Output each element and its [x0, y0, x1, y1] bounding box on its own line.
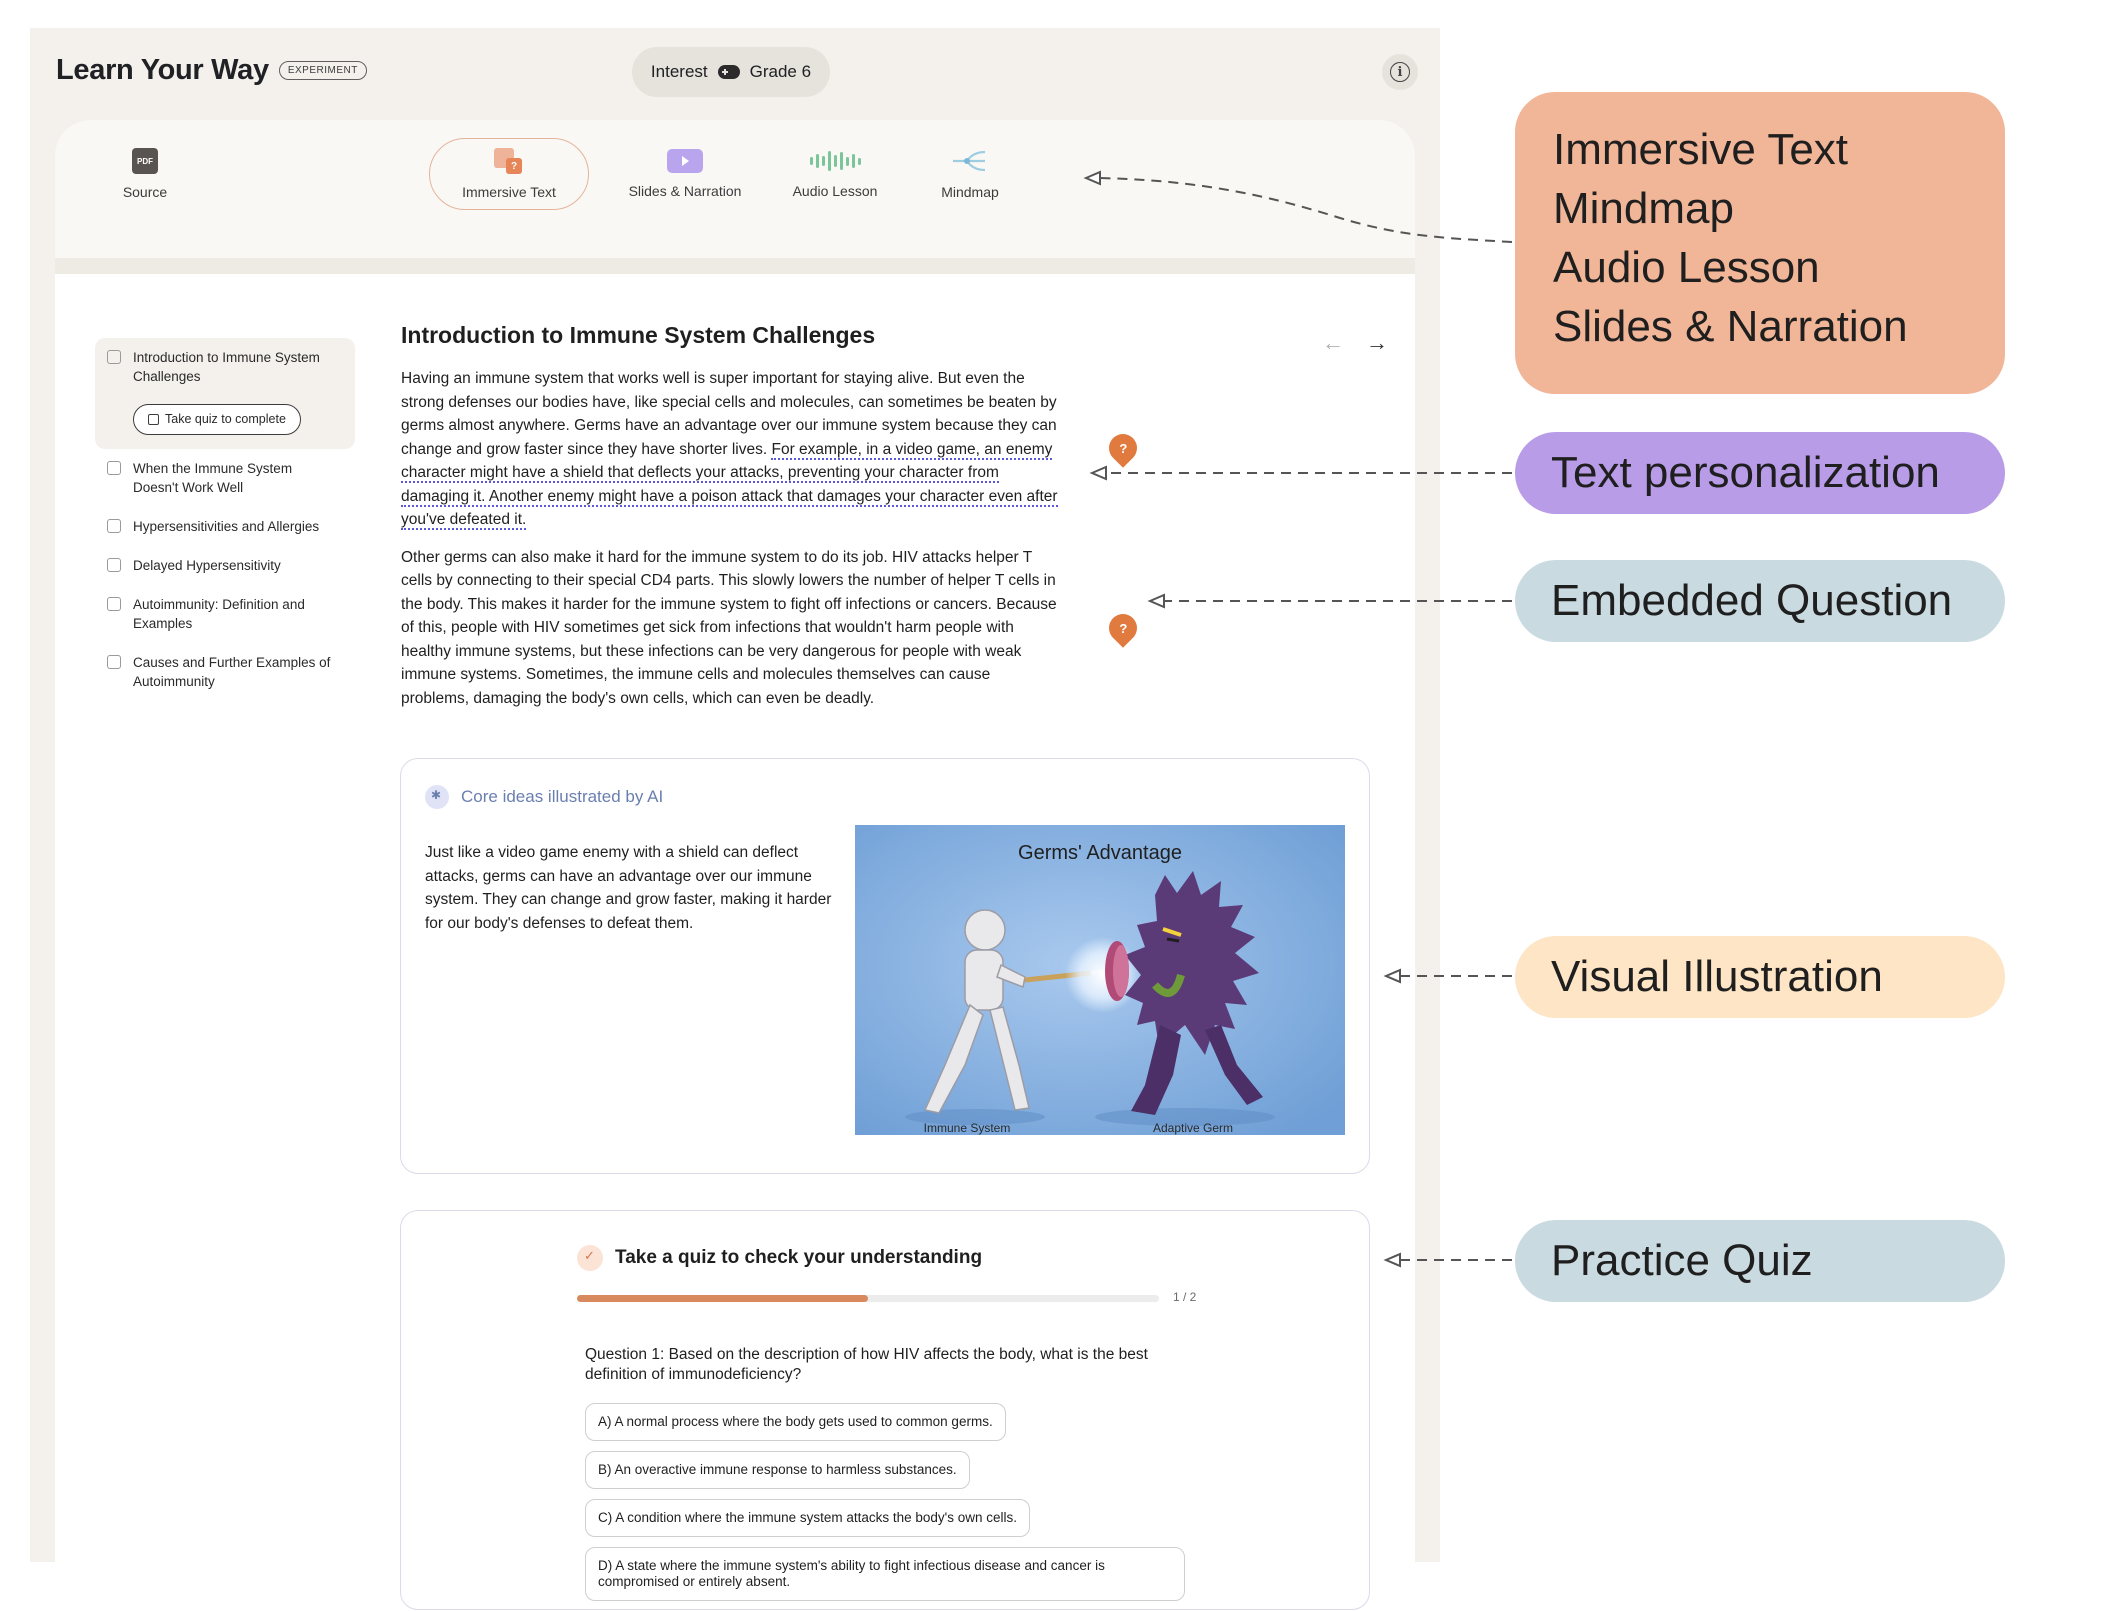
callout-modes-line: Mindmap [1553, 184, 1734, 233]
image-title: Germs' Advantage [1018, 842, 1182, 864]
app-title: Learn Your Way [56, 54, 269, 86]
toc-item-label: Delayed Hypersensitivity [133, 558, 281, 573]
toc-checkbox[interactable] [107, 350, 121, 364]
main-content [55, 274, 1415, 1589]
mode-audio-label: Audio Lesson [792, 183, 878, 199]
section-title: Introduction to Immune System Challenges [401, 322, 876, 348]
mode-mindmap-label: Mindmap [941, 184, 999, 200]
toc-item[interactable] [95, 643, 355, 701]
quiz-progress-bar [577, 1295, 1159, 1302]
quiz-header-label: Take a quiz to check your understanding [615, 1247, 983, 1268]
toc-item[interactable] [95, 507, 355, 546]
callout-practice-quiz-label: Practice Quiz [1551, 1236, 1813, 1285]
info-icon: i [1390, 62, 1410, 82]
illustration-caption: Just like a video game enemy with a shield can deflect attacks, germs can have an advantage over our immune system. They can change and grow faster, making it harder for our body's defenses to defeat them. [425, 844, 832, 932]
ai-sparkle-icon [425, 785, 449, 809]
toc-item[interactable] [95, 585, 355, 643]
table-of-contents [95, 338, 355, 701]
toc-item-label: Causes and Further Examples of Autoimmunity [133, 655, 331, 689]
mode-mindmap[interactable] [915, 138, 1025, 210]
toc-item-label: Hypersensitivities and Allergies [133, 519, 320, 534]
callout-text-personalization-label: Text personalization [1551, 448, 1940, 497]
question-mark-icon: ? [1119, 440, 1127, 456]
question-mark-icon: ? [1119, 620, 1127, 636]
app-window [30, 28, 1440, 1589]
quiz-option-d[interactable]: D) A state where the immune system's ability to fight infectious disease and cancer is compromised or entirely absent. [585, 1547, 1185, 1601]
callout-modes-line: Audio Lesson [1553, 243, 1820, 292]
prev-arrow-icon[interactable]: ← [1322, 330, 1344, 355]
embedded-question-marker[interactable] [1103, 428, 1143, 468]
mode-source-label: Source [122, 184, 168, 200]
quiz-progress-label: 1 / 2 [1173, 1290, 1197, 1304]
toc-checkbox[interactable] [107, 461, 121, 475]
take-quiz-label: Take quiz to complete [165, 412, 286, 426]
brand [56, 54, 367, 87]
callout-text-personalization [1515, 432, 2005, 514]
toc-item-label: Introduction to Immune System Challenges [133, 350, 320, 384]
experiment-badge: EXPERIMENT [279, 61, 367, 80]
callout-modes [1515, 92, 2005, 394]
toc-item[interactable] [95, 546, 355, 585]
mode-slides-label: Slides & Narration [628, 183, 742, 199]
toc-checkbox[interactable] [107, 558, 121, 572]
paragraph-2: Other germs can also make it hard for the immune system to do its job. HIV attacks helper T cells by connecting to their special CD4 parts. This slowly lowers the number of helper T cells in the body. This makes it harder for the immune system to fight off infections or cancers. Because of this, people with HIV sometimes get sick from infections that wouldn't harm people with healthy immune systems, but these infections can be very dangerous for people with weak immune systems. Sometimes, the immune cells and molecules themselves can cause problems, damaging the body's own cells, which can even be deadly. [401, 548, 1057, 707]
callout-modes-line: Slides & Narration [1553, 302, 1908, 351]
quiz-header [577, 1245, 982, 1271]
mode-immersive-label: Immersive Text [462, 184, 556, 200]
illustration-header [425, 785, 663, 809]
toc-item-label: When the Immune System Doesn't Work Well [133, 461, 293, 495]
quiz-option-b[interactable]: B) An overactive immune response to harmless substances. [585, 1451, 970, 1489]
quiz-options [585, 1403, 1185, 1611]
toc-item[interactable] [95, 449, 355, 507]
toc-checkbox[interactable] [107, 655, 121, 669]
callout-visual-illustration [1515, 936, 2005, 1018]
image-label-right: Adaptive Germ [1152, 1121, 1234, 1135]
illustration-image [855, 825, 1345, 1135]
image-label-left: Immune System [923, 1121, 1011, 1135]
illustration-card [400, 758, 1370, 1174]
callout-embedded-question-label: Embedded Question [1551, 576, 1953, 625]
mode-slides-narration[interactable] [605, 138, 765, 210]
quiz-check-icon [577, 1245, 603, 1271]
illustration-header-label: Core ideas illustrated by AI [461, 787, 664, 806]
personalized-text[interactable]: For example, in a video game, an enemy character might have a shield that deflects your attacks, preventing your character from damaging it. Another enemy might have a poison attack that damages your character even after you've defeated it. [401, 440, 1058, 528]
paragraph-1-text: Having an immune system that works well is super important for staying alive. But even the strong defenses our bodies have, like special cells and molecules, can sometimes be beaten by germs almost anywhere. Germs have an advantage over our immune system because they can change and grow faster since they have shorter lives. [401, 370, 1057, 458]
embedded-question-marker[interactable] [1103, 608, 1143, 648]
toc-item-intro[interactable] [95, 338, 355, 449]
article [401, 322, 1061, 724]
interest-grade-chip[interactable] [632, 47, 830, 97]
audio-waveform-icon [810, 149, 861, 173]
quiz-question: Question 1: Based on the description of how HIV affects the body, what is the best definition of immunodeficiency? [585, 1346, 1148, 1383]
quiz-option-c[interactable]: C) A condition where the immune system attacks the body's own cells. [585, 1499, 1030, 1537]
toc-item-label: Autoimmunity: Definition and Examples [133, 597, 305, 631]
paragraph-1 [401, 367, 1061, 532]
quiz-icon [148, 414, 159, 425]
quiz-progress-fill [577, 1295, 868, 1302]
mode-bar [55, 120, 1415, 258]
section-nav [1322, 330, 1388, 356]
top-bar [30, 28, 1440, 120]
callout-practice-quiz [1515, 1220, 2005, 1302]
mode-audio-lesson[interactable] [775, 138, 895, 210]
pdf-icon: PDF [132, 148, 158, 174]
divider-band [55, 258, 1415, 274]
quiz-card [400, 1210, 1370, 1610]
callout-visual-illustration-label: Visual Illustration [1551, 952, 1883, 1001]
mode-immersive-text[interactable] [429, 138, 589, 210]
toc-checkbox[interactable] [107, 519, 121, 533]
mode-source[interactable] [95, 138, 195, 210]
slides-icon [667, 149, 703, 173]
take-quiz-button[interactable] [133, 404, 301, 435]
grade-label: Grade 6 [749, 62, 812, 81]
callout-embedded-question [1515, 560, 2005, 642]
callout-modes-line: Immersive Text [1553, 125, 1849, 174]
mindmap-icon [949, 148, 991, 174]
toc-checkbox[interactable] [107, 597, 121, 611]
gamepad-icon [718, 65, 740, 79]
interest-label: Interest [650, 62, 708, 81]
quiz-option-a[interactable]: A) A normal process where the body gets used to common germs. [585, 1403, 1006, 1441]
info-button[interactable] [1382, 54, 1418, 90]
next-arrow-icon[interactable]: → [1366, 330, 1388, 355]
immersive-text-icon: ? [494, 148, 524, 174]
